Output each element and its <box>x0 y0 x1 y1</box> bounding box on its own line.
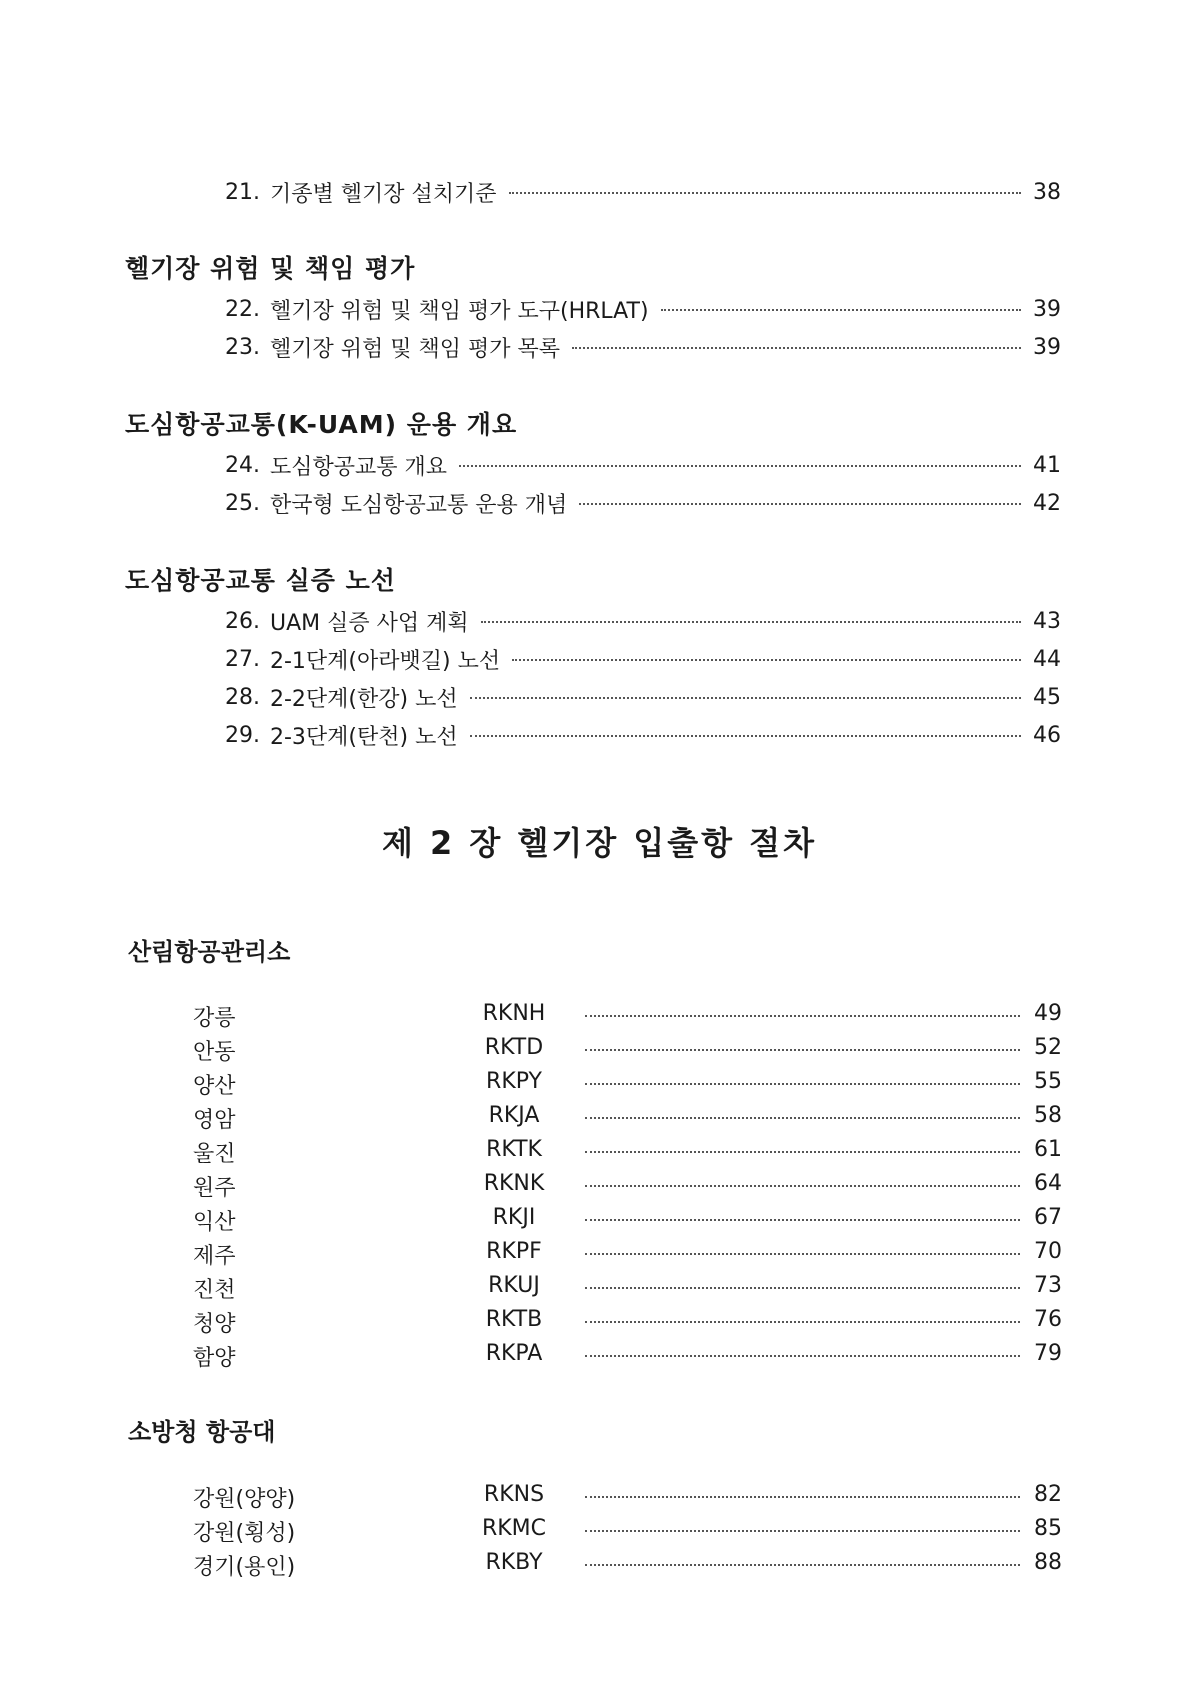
toc-item-number: 23. <box>225 334 260 360</box>
heliport-name: 영암 <box>193 1108 236 1133</box>
toc-item-title: 도심항공교통 개요 <box>270 454 448 480</box>
heliport-row[interactable] <box>0 1205 1199 1235</box>
heliport-code: RKNK <box>483 1171 545 1196</box>
heliport-code: RKJI <box>492 1205 536 1230</box>
heliport-name: 함양 <box>193 1346 236 1371</box>
toc-item-27[interactable] <box>225 644 1061 674</box>
toc-item-title: UAM 실증 사업 계획 <box>270 610 469 636</box>
toc-item-page: 39 <box>1033 334 1061 360</box>
toc-item-26[interactable] <box>225 606 1061 636</box>
heliport-row[interactable] <box>0 1516 1199 1546</box>
dot-leader <box>512 653 1021 661</box>
toc-item-23[interactable] <box>225 332 1061 362</box>
heliport-code: RKPA <box>485 1341 543 1366</box>
heliport-page: 70 <box>1034 1239 1062 1264</box>
dot-leader <box>470 729 1021 737</box>
toc-item-title: 헬기장 위험 및 책임 평가 목록 <box>270 336 560 362</box>
heliport-page: 58 <box>1034 1103 1062 1128</box>
section-heading-demo-routes: 도심항공교통 실증 노선 <box>125 566 396 595</box>
heliport-page: 76 <box>1034 1307 1062 1332</box>
heliport-code: RKPF <box>486 1239 542 1264</box>
toc-item-title: 헬기장 위험 및 책임 평가 도구(HRLAT) <box>270 298 649 324</box>
heliport-name: 경기(용인) <box>193 1555 296 1580</box>
toc-item-page: 44 <box>1033 646 1061 672</box>
heliport-row[interactable] <box>0 1239 1199 1269</box>
heliport-page: 52 <box>1034 1035 1062 1060</box>
heliport-page: 49 <box>1034 1001 1062 1026</box>
heliport-code: RKPY <box>486 1069 542 1094</box>
heliport-name: 강원(횡성) <box>193 1521 296 1546</box>
heliport-name: 원주 <box>193 1176 236 1201</box>
heliport-row[interactable] <box>0 1035 1199 1065</box>
heliport-name: 강릉 <box>193 1006 236 1031</box>
dot-leader <box>585 1219 1020 1221</box>
heliport-code: RKNH <box>482 1001 546 1026</box>
toc-item-25[interactable] <box>225 488 1061 518</box>
toc-item-24[interactable] <box>225 450 1061 480</box>
dot-leader <box>585 1185 1020 1187</box>
heliport-name: 양산 <box>193 1074 236 1099</box>
chapter-title: 제 2 장 헬기장 입출항 절차 <box>381 824 818 862</box>
heliport-name: 제주 <box>193 1244 236 1269</box>
toc-item-page: 45 <box>1033 684 1061 710</box>
toc-item-number: 21. <box>225 179 260 205</box>
toc-item-number: 24. <box>225 452 260 478</box>
group-heading-fire-aviation: 소방청 항공대 <box>128 1418 276 1446</box>
heliport-name: 안동 <box>193 1040 236 1065</box>
dot-leader <box>470 691 1021 699</box>
heliport-code: RKBY <box>485 1550 543 1575</box>
group-heading-forest-aviation: 산림항공관리소 <box>128 938 291 966</box>
dot-leader <box>585 1015 1020 1017</box>
heliport-page: 64 <box>1034 1171 1062 1196</box>
dot-leader <box>585 1321 1020 1323</box>
toc-item-page: 38 <box>1033 179 1061 205</box>
heliport-row[interactable] <box>0 1137 1199 1167</box>
dot-leader <box>585 1083 1020 1085</box>
heliport-page: 88 <box>1034 1550 1062 1575</box>
heliport-code: RKTB <box>485 1307 543 1332</box>
heliport-code: RKMC <box>481 1516 547 1541</box>
dot-leader <box>509 186 1021 194</box>
toc-item-29[interactable] <box>225 720 1061 750</box>
toc-item-page: 39 <box>1033 296 1061 322</box>
toc-item-number: 26. <box>225 608 260 634</box>
toc-item-title: 한국형 도심항공교통 운용 개념 <box>270 492 568 518</box>
dot-leader <box>585 1496 1020 1498</box>
heliport-page: 55 <box>1034 1069 1062 1094</box>
toc-item-title: 기종별 헬기장 설치기준 <box>270 181 497 207</box>
heliport-row[interactable] <box>0 1307 1199 1337</box>
dot-leader <box>572 341 1021 349</box>
heliport-name: 강원(양양) <box>193 1487 296 1512</box>
dot-leader <box>585 1530 1020 1532</box>
toc-item-page: 43 <box>1033 608 1061 634</box>
heliport-page: 82 <box>1034 1482 1062 1507</box>
heliport-row[interactable] <box>0 1482 1199 1512</box>
toc-item-number: 22. <box>225 296 260 322</box>
toc-item-22[interactable] <box>225 294 1061 324</box>
toc-item-page: 46 <box>1033 722 1061 748</box>
dot-leader <box>585 1564 1020 1566</box>
dot-leader <box>585 1287 1020 1289</box>
heliport-code: RKTK <box>486 1137 542 1162</box>
heliport-page: 67 <box>1034 1205 1062 1230</box>
heliport-name: 진천 <box>193 1278 236 1303</box>
toc-item-number: 27. <box>225 646 260 672</box>
toc-item-title: 2-3단계(탄천) 노선 <box>270 724 458 750</box>
heliport-name: 울진 <box>193 1142 236 1167</box>
dot-leader <box>481 615 1021 623</box>
heliport-code: RKJA <box>488 1103 540 1128</box>
heliport-row[interactable] <box>0 1273 1199 1303</box>
heliport-row[interactable] <box>0 1341 1199 1371</box>
heliport-row[interactable] <box>0 1171 1199 1201</box>
toc-item-number: 25. <box>225 490 260 516</box>
dot-leader <box>585 1049 1020 1051</box>
dot-leader <box>585 1151 1020 1153</box>
toc-item-number: 29. <box>225 722 260 748</box>
toc-item-number: 28. <box>225 684 260 710</box>
dot-leader <box>661 303 1021 311</box>
heliport-name: 익산 <box>193 1210 236 1235</box>
toc-item-title: 2-2단계(한강) 노선 <box>270 686 458 712</box>
dot-leader <box>579 497 1021 505</box>
toc-item-title: 2-1단계(아라뱃길) 노선 <box>270 648 501 674</box>
heliport-code: RKUJ <box>488 1273 540 1298</box>
toc-item-28[interactable] <box>225 682 1061 712</box>
heliport-row[interactable] <box>0 1001 1199 1031</box>
heliport-name: 청양 <box>193 1312 236 1337</box>
toc-item-page: 42 <box>1033 490 1061 516</box>
heliport-code: RKTD <box>484 1035 544 1060</box>
toc-item-21[interactable] <box>225 177 1061 207</box>
toc-item-page: 41 <box>1033 452 1061 478</box>
dot-leader <box>585 1117 1020 1119</box>
heliport-row[interactable] <box>0 1069 1199 1099</box>
dot-leader <box>459 459 1021 467</box>
heliport-page: 73 <box>1034 1273 1062 1298</box>
section-heading-risk-assessment: 헬기장 위험 및 책임 평가 <box>125 254 416 283</box>
heliport-row[interactable] <box>0 1550 1199 1580</box>
heliport-code: RKNS <box>483 1482 545 1507</box>
dot-leader <box>585 1355 1020 1357</box>
dot-leader <box>585 1253 1020 1255</box>
section-heading-kuam-overview: 도심항공교통(K-UAM) 운용 개요 <box>125 410 518 439</box>
heliport-row[interactable] <box>0 1103 1199 1133</box>
heliport-page: 85 <box>1034 1516 1062 1541</box>
heliport-page: 79 <box>1034 1341 1062 1366</box>
heliport-page: 61 <box>1034 1137 1062 1162</box>
